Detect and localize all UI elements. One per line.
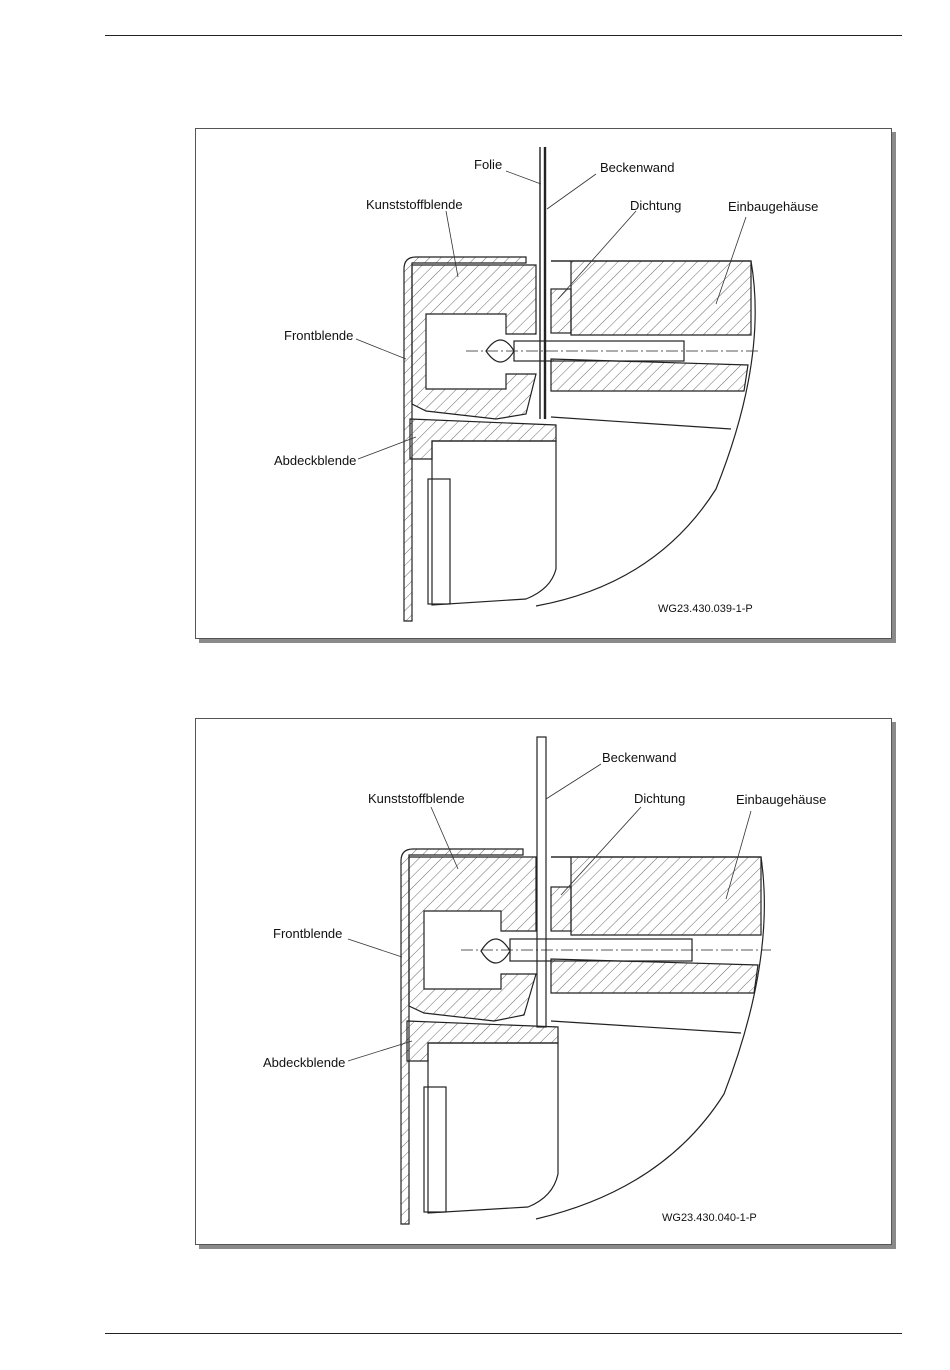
label-frontblende: Frontblende <box>284 328 354 343</box>
label-kunststoffblende: Kunststoffblende <box>368 791 465 806</box>
label-einbaugehaeuse: Einbaugehäuse <box>728 199 819 214</box>
figure-2 <box>195 718 892 1245</box>
label-dichtung: Dichtung <box>630 198 682 213</box>
cover-trim <box>407 1021 558 1061</box>
header-rule <box>105 35 902 36</box>
figure-2-drawing <box>196 719 891 1244</box>
figure-1 <box>195 128 892 639</box>
lower-body <box>432 441 556 605</box>
label-abdeckblende: Abdeckblende <box>274 453 357 468</box>
footer-rule <box>105 1333 902 1334</box>
housing-inner-line <box>551 1021 741 1033</box>
housing-lower <box>551 359 748 391</box>
lower-body <box>428 1043 558 1213</box>
housing-upper <box>551 261 751 335</box>
lower-insert <box>424 1087 446 1212</box>
housing-upper <box>551 857 761 935</box>
drawing-code-2: WG23.430.040-1-P <box>662 1212 757 1224</box>
drawing-code-1: WG23.430.039-1-P <box>658 603 753 615</box>
label-beckenwand: Beckenwand <box>602 750 677 765</box>
housing-inner-line <box>551 417 731 429</box>
plastic-cover <box>412 265 536 419</box>
figure-1-drawing <box>196 129 891 638</box>
housing-lower <box>551 959 758 993</box>
lower-insert <box>428 479 450 604</box>
label-einbaugehaeuse: Einbaugehäuse <box>736 792 827 807</box>
label-beckenwand: Beckenwand <box>600 160 675 175</box>
label-dichtung: Dichtung <box>634 791 686 806</box>
screw-head <box>481 939 510 963</box>
pool-wall <box>537 737 546 1027</box>
label-kunststoffblende: Kunststoffblende <box>366 197 463 212</box>
label-frontblende: Frontblende <box>273 926 343 941</box>
label-folie: Folie <box>474 157 503 172</box>
seal <box>551 887 571 931</box>
label-abdeckblende: Abdeckblende <box>263 1055 346 1070</box>
